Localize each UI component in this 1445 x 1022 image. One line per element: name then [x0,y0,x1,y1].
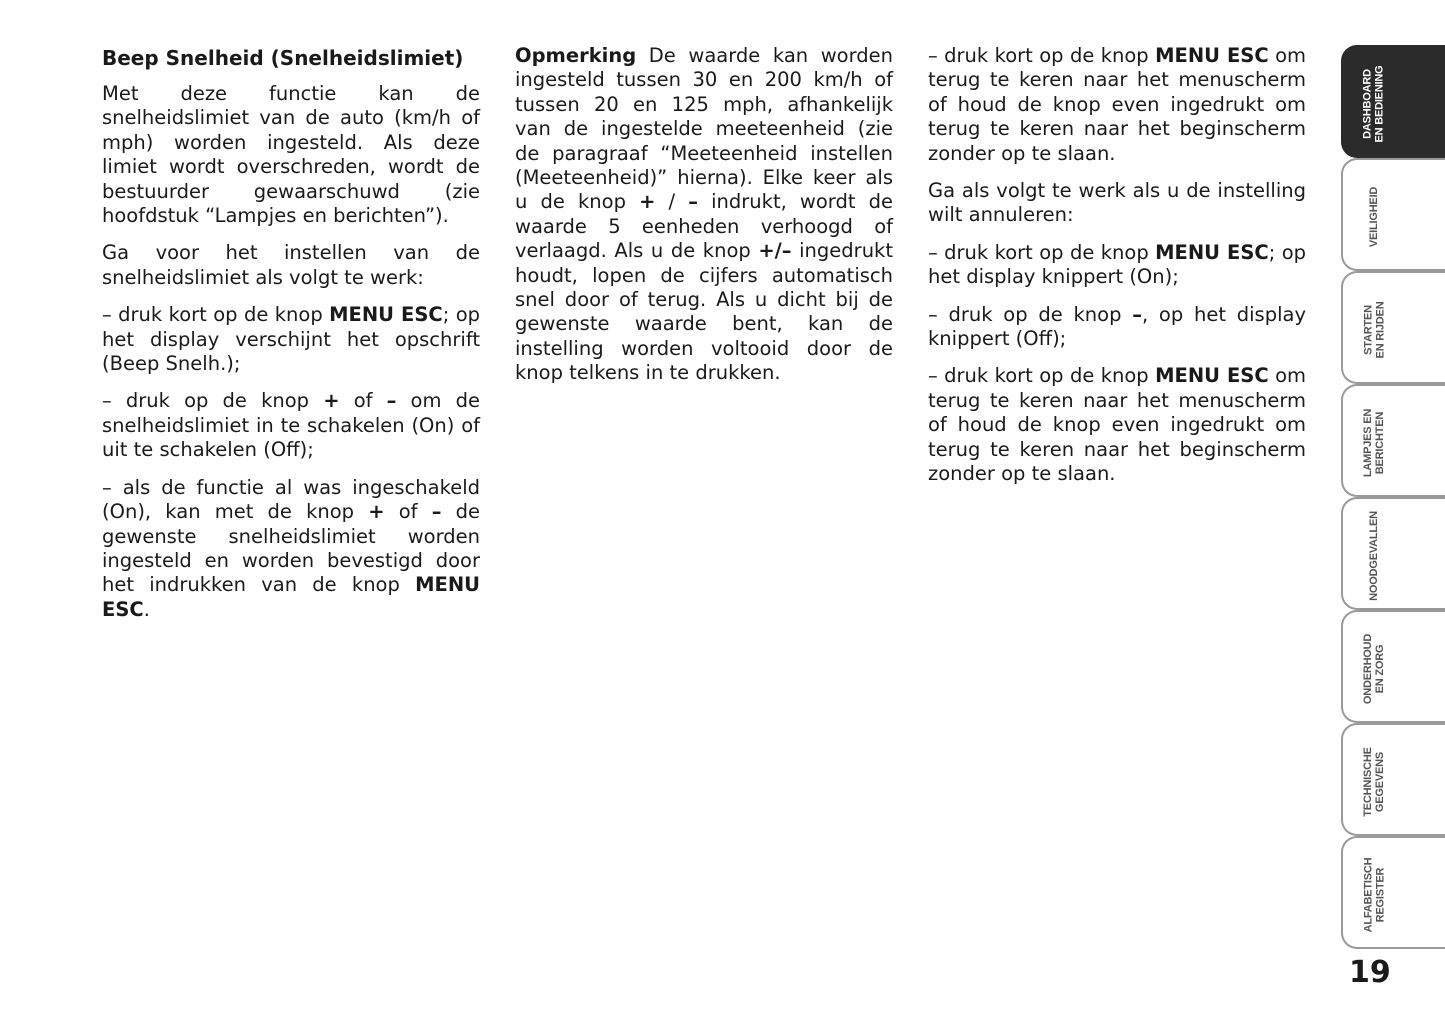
step-cancel-minus: – druk op de knop –, op het display knippert (Off); [928,302,1306,351]
tab-starten[interactable] [1341,271,1445,384]
paragraph-intro: Met deze functie kan de snelheidslimiet van de auto (km/h of mph) worden ingesteld. Als deze limiet wordt overschreden, wordt de bestuurder gewaarschuwd (zie hoofdstuk “Lampjes en berichten”). [102,82,480,228]
tab-noodgevallen[interactable] [1341,497,1445,610]
note-paragraph: Opmerking De waarde kan worden ingesteld tussen 30 en 200 km/h of tussen 20 en 125 mph, afhankelijk van de ingestelde meeteenheid (zie de paragraaf “Meeteenheid instellen (Meeteenheid)” hierna). Elke keer als u de knop + / – indrukt, wordt de waarde 5 eenheden verhoogd of verlaagd. Als u de knop +/– ingedrukt houdt, lopen de cijfers automatisch snel door of terug. Als u dicht bij de gewenste waarde bent, kan de instelling worden voltooid door de knop telkens in te drukken. [515,44,893,385]
step-cancel-menu-esc: – druk kort op de knop MENU ESC; op het display knippert (On); [928,240,1306,289]
step-cancel-return: – druk kort op de knop MENU ESC om terug te keren naar het menuscherm of houd de knop even ingedrukt om terug te keren naar het beginscherm zonder op te slaan. [928,364,1307,486]
step-return-menu: – druk kort op de knop MENU ESC om terug te keren naar het menuscherm of houd de knop even ingedrukt om terug te keren naar het beginscherm zonder op te slaan. [928,44,1307,165]
tab-onderhoud[interactable] [1341,610,1445,723]
column-left [102,44,480,635]
paragraph-instructions: Ga voor het instellen van de snelheidslimiet als volgt te werk: [102,241,480,289]
tab-technische[interactable] [1341,723,1445,836]
tab-label: DASHBOARD EN BEDIENING [1362,64,1386,143]
step-plus-minus: – druk op de knop + of – om de snelheidslimiet in te schakelen (On) of uit te schakelen (Off); [102,389,481,462]
tab-label: NOODGEVALLEN [1368,510,1380,601]
tab-label: LAMPJES EN BERICHTEN [1362,408,1387,477]
paragraph-cancel: Ga als volgt te werk als u de instelling wilt annuleren: [928,179,1306,227]
step-set-limit: – als de functie al was ingeschakeld (On), kan met de knop + of – de gewenste snelheidslimiet worden ingesteld en worden bevestigd door het indrukken van de knop MENU ESC. [102,475,480,621]
page-number: 19 [1349,955,1391,990]
column-middle [515,44,893,399]
tab-label: VEILIGHEID [1368,186,1380,247]
tab-dashboard[interactable] [1341,45,1445,158]
section-heading: Beep Snelheid (Snelheidslimiet) [102,46,464,70]
column-right [928,44,1306,500]
tab-veiligheid[interactable] [1341,158,1445,271]
tab-label: STARTEN EN RIJDEN [1362,301,1387,358]
tab-label: TECHNISCHE GEGEVENS [1362,746,1387,817]
tab-label: ONDERHOUD EN ZORG [1362,633,1386,704]
tab-label: ALFABETISCH REGISTER [1362,857,1386,932]
tab-lampjes[interactable] [1341,384,1445,497]
tab-register[interactable] [1341,836,1445,949]
step-menu-esc: – druk kort op de knop MENU ESC; op het display verschijnt het opschrift (Beep Snelh.); [102,303,480,376]
